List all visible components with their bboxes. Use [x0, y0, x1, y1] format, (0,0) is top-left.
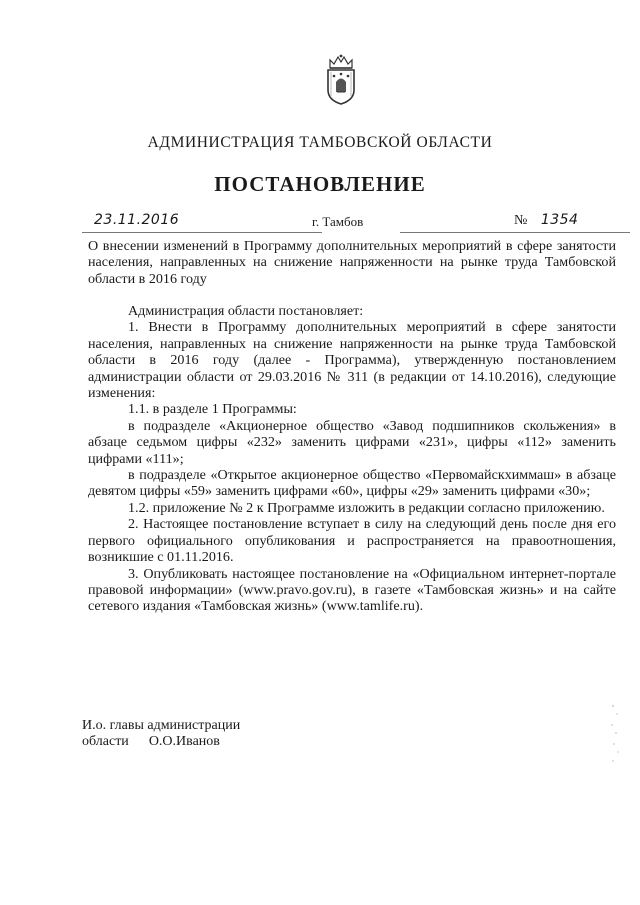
signature-position-line-2: [82, 734, 240, 750]
body-item-1-1-b: в подразделе «Открытое акционерное общество «Первомайскхиммаш» в абзаце девятом цифры «59» заменить цифрами «60», цифры «29» заменить цифрами «30»;: [88, 467, 616, 500]
document-number: [514, 212, 578, 229]
body-item-3: 3. Опубликовать настоящее постановление на «Официальном интернет-портале правовой информации» (www.pravo.gov.ru), в газете «Тамбовская жизнь» и на сайте сетевого издания «Тамбовская жизнь» (www.tamlife.ru).: [88, 565, 616, 615]
date-underline: [82, 232, 322, 233]
document-title: ПОСТАНОВЛЕНИЕ: [214, 172, 426, 196]
signature-position-region: области: [82, 734, 129, 749]
coat-of-arms-icon: [324, 52, 358, 106]
body-intro: Администрация области постановляет:: [128, 303, 364, 319]
body-item-1: 1. Внести в Программу дополнительных мероприятий в сфере занятости населения, направленных на снижение напряженности на рынке труда Тамбовской области в 2016 году (далее - Программа), утвержденную постановлением администрации области от 29.03.2016 № 311 (в редакции от 14.10.2016), следующие изменения:: [88, 319, 616, 402]
document-body: [88, 303, 616, 615]
body-item-1-1-a: в подразделе «Акционерное общество «Завод подшипников скольжения» в абзаце седьмом цифры «232» заменить цифрами «231», цифры «112» заменить цифрами «111»;: [88, 417, 616, 467]
issuing-authority: АДМИНИСТРАЦИЯ ТАМБОВСКОЙ ОБЛАСТИ: [147, 134, 493, 151]
signature-name: О.О.Иванов: [148, 734, 220, 749]
number-underline: [400, 232, 630, 233]
document-date: 23.11.2016: [94, 212, 180, 228]
signature-block: [82, 718, 240, 750]
number-value: 1354: [540, 212, 579, 228]
body-item-1-2: 1.2. приложение № 2 к Программе изложить в редакции согласно приложению.: [128, 499, 605, 516]
number-label: №: [514, 213, 528, 228]
signature-position-line-1: И.о. главы администрации: [82, 718, 241, 733]
body-item-2: 2. Настоящее постановление вступает в силу на следующий день после дня его первого официального опубликования и распространяется на правоотношения, возникшие с 01.11.2016.: [88, 516, 616, 566]
scan-noise: [608, 700, 622, 770]
document-city: г. Тамбов: [312, 214, 364, 229]
document-subject: О внесении изменений в Программу дополнительных мероприятий в сфере занятости населения, направленных на снижение напряженности на рынке труда Тамбовской области в 2016 году: [88, 238, 616, 287]
body-item-1-1: 1.1. в разделе 1 Программы:: [128, 401, 297, 418]
